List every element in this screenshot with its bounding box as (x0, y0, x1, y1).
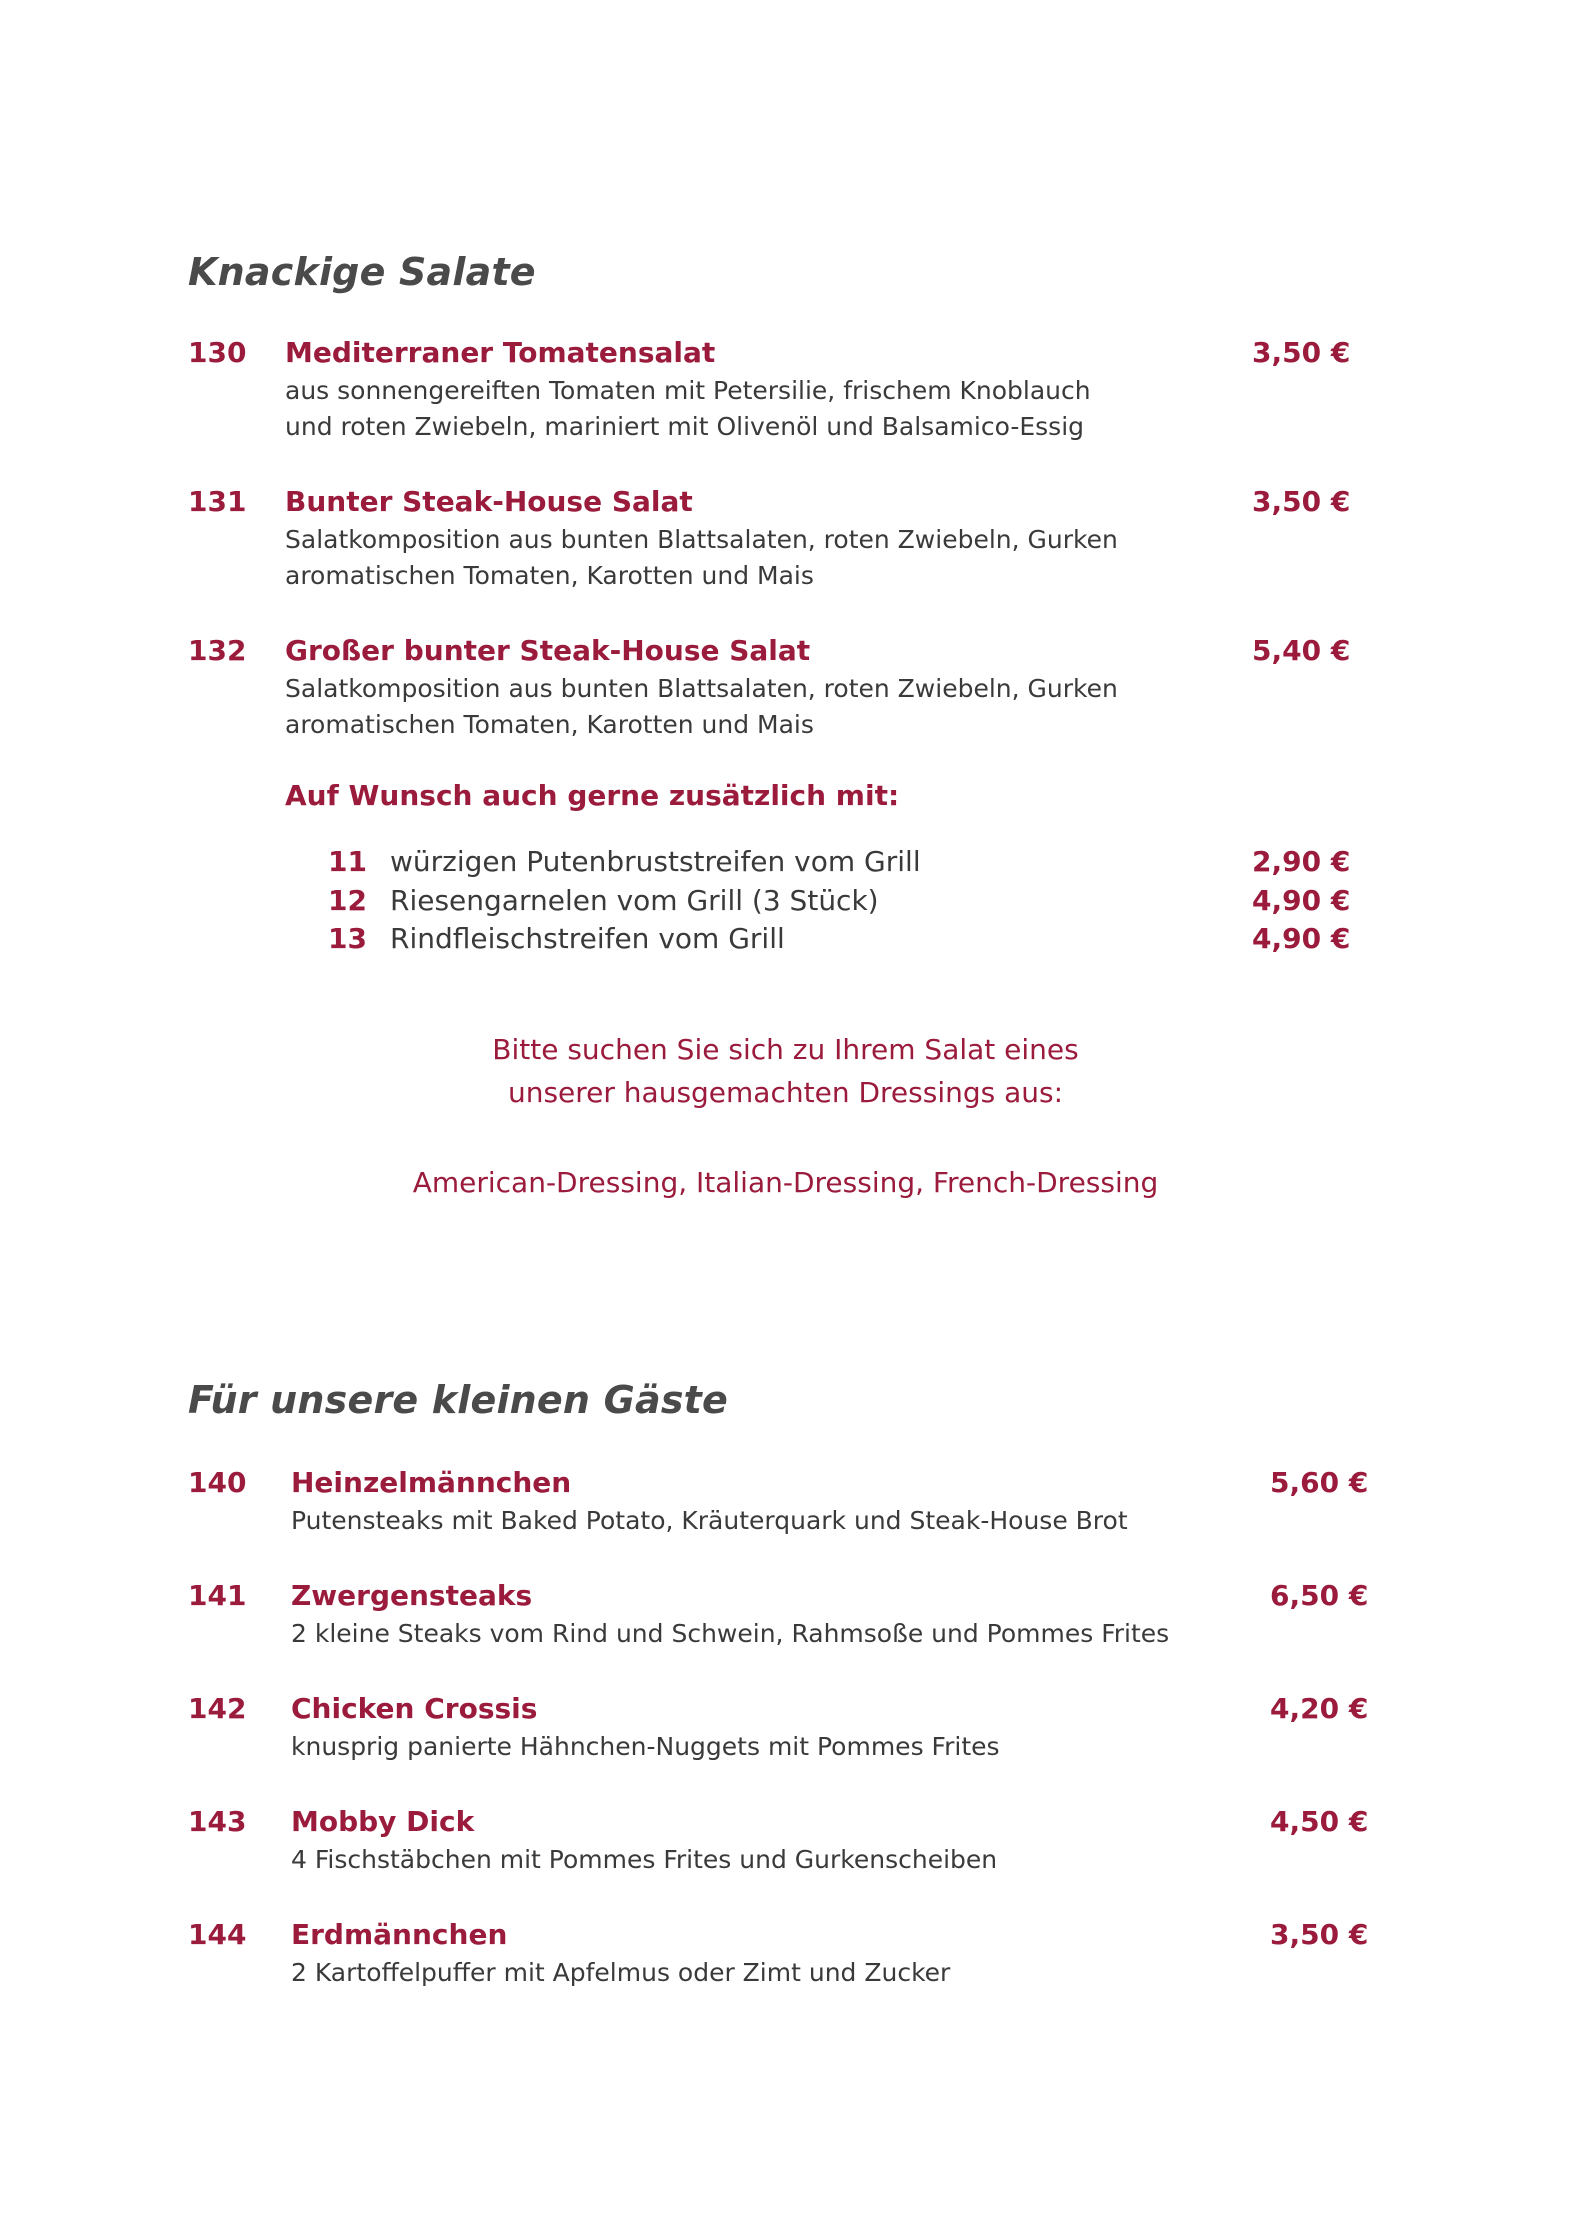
item-name: Chicken Crossis (291, 1692, 538, 1725)
item-price: 3,50 € (1270, 1918, 1369, 1951)
item-description-line: Salatkomposition aus bunten Blattsalaten, roten Zwiebeln, Gurken (285, 674, 1118, 703)
item-number: 140 (188, 1466, 247, 1499)
extra-price: 4,90 € (1252, 884, 1351, 917)
item-number: 143 (188, 1805, 247, 1838)
dressing-options: American-Dressing, Italian-Dressing, French-Dressing (412, 1166, 1159, 1199)
item-number: 131 (188, 485, 247, 518)
item-description-line: aromatischen Tomaten, Karotten und Mais (285, 561, 814, 590)
item-description-line: aus sonnengereiften Tomaten mit Petersilie, frischem Knoblauch (285, 376, 1091, 405)
item-description-line: Putensteaks mit Baked Potato, Kräuterquark und Steak-House Brot (291, 1506, 1128, 1535)
item-name: Bunter Steak-House Salat (285, 485, 693, 518)
extra-price: 2,90 € (1252, 845, 1351, 878)
item-price: 3,50 € (1252, 485, 1351, 518)
item-price: 4,50 € (1270, 1805, 1369, 1838)
item-description-line: 4 Fischstäbchen mit Pommes Frites und Gurkenscheiben (291, 1845, 998, 1874)
extra-number: 13 (328, 922, 367, 955)
extra-name: Riesengarnelen vom Grill (3 Stück) (390, 884, 879, 917)
extra-number: 11 (328, 845, 367, 878)
extra-price: 4,90 € (1252, 922, 1351, 955)
item-description-line: aromatischen Tomaten, Karotten und Mais (285, 710, 814, 739)
item-name: Mediterraner Tomatensalat (285, 336, 716, 369)
item-name: Mobby Dick (291, 1805, 475, 1838)
extra-name: würzigen Putenbruststreifen vom Grill (390, 845, 921, 878)
item-description-line: und roten Zwiebeln, mariniert mit Olivenöl und Balsamico-Essig (285, 412, 1085, 441)
item-price: 4,20 € (1270, 1692, 1369, 1725)
item-price: 6,50 € (1270, 1579, 1369, 1612)
item-price: 3,50 € (1252, 336, 1351, 369)
item-number: 132 (188, 634, 247, 667)
extra-name: Rindfleischstreifen vom Grill (390, 922, 785, 955)
item-name: Heinzelmännchen (291, 1466, 572, 1499)
section-heading-salads: Knackige Salate (188, 250, 536, 294)
item-description-line: 2 kleine Steaks vom Rind und Schwein, Rahmsoße und Pommes Frites (291, 1619, 1170, 1648)
extras-title: Auf Wunsch auch gerne zusätzlich mit: (285, 779, 900, 812)
item-description-line: Salatkomposition aus bunten Blattsalaten, roten Zwiebeln, Gurken (285, 525, 1118, 554)
extra-number: 12 (328, 884, 367, 917)
dressing-note-line: unserer hausgemachten Dressings aus: (507, 1076, 1064, 1109)
item-name: Zwergensteaks (291, 1579, 533, 1612)
item-number: 142 (188, 1692, 247, 1725)
item-price: 5,60 € (1270, 1466, 1369, 1499)
item-name: Großer bunter Steak-House Salat (285, 634, 811, 667)
item-description-line: 2 Kartoffelpuffer mit Apfelmus oder Zimt und Zucker (291, 1958, 951, 1987)
item-number: 130 (188, 336, 247, 369)
item-number: 141 (188, 1579, 247, 1612)
dressing-note-line: Bitte suchen Sie sich zu Ihrem Salat eines (492, 1033, 1079, 1066)
item-name: Erdmännchen (291, 1918, 508, 1951)
section-heading-kids: Für unsere kleinen Gäste (188, 1378, 728, 1422)
item-description-line: knusprig panierte Hähnchen-Nuggets mit Pommes Frites (291, 1732, 1000, 1761)
item-number: 144 (188, 1918, 247, 1951)
item-price: 5,40 € (1252, 634, 1351, 667)
